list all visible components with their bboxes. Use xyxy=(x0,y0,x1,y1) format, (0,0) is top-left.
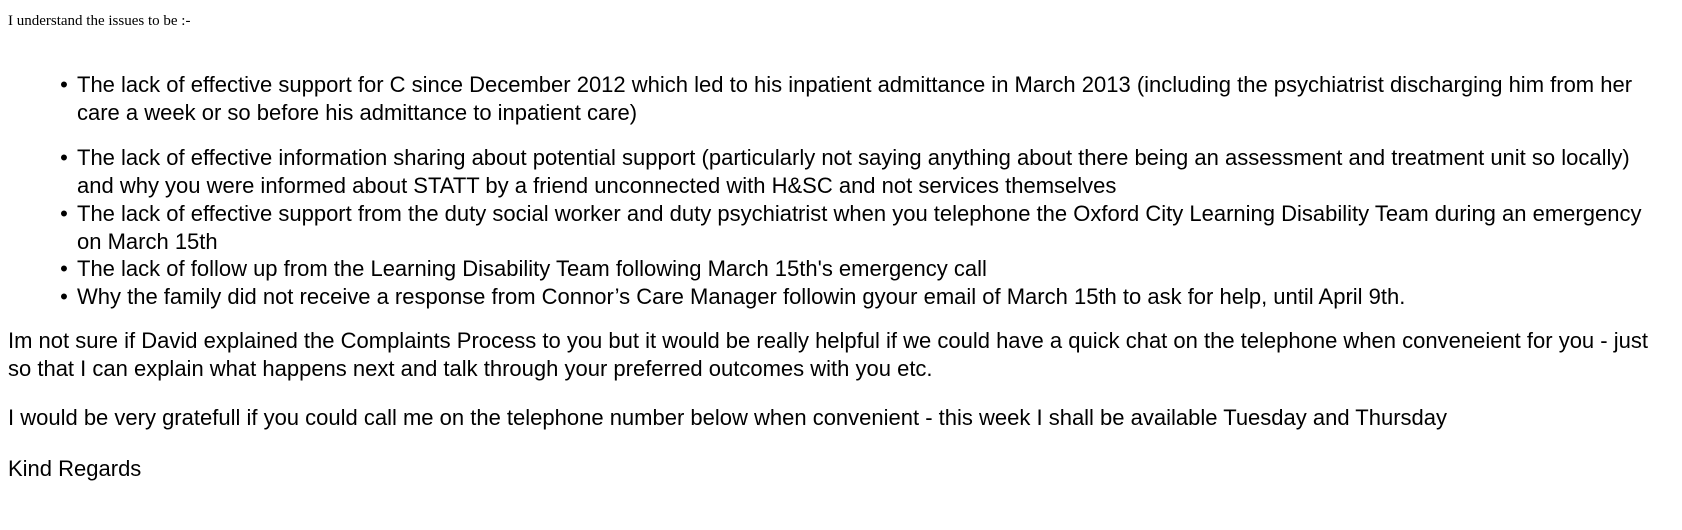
signoff: Kind Regards xyxy=(8,456,142,481)
issue-text: The lack of effective support from the duty social worker and duty psychiatrist when you telephone the Oxford City Learning Disability Team during an emergency on March 15th xyxy=(77,201,1642,254)
issue-text: The lack of follow up from the Learning Disability Team following March 15th's emergency call xyxy=(77,256,987,281)
issue-text: Why the family did not receive a response from Connor’s Care Manager followin gyour email of March 15th to ask for help, until April 9th. xyxy=(77,284,1406,309)
bullet-icon: • xyxy=(60,256,68,281)
call-request-paragraph: I would be very gratefull if you could call me on the telephone number below when convenient - this week I shall be available Tuesday and Thursday xyxy=(8,405,1448,430)
list-item xyxy=(8,144,1674,200)
complaints-paragraph: Im not sure if David explained the Complaints Process to you but it would be really helpful if we could have a quick chat on the telephone when conveneient for you - just so that I can explain what happens next and talk through your preferred outcomes with you etc. xyxy=(8,328,1648,381)
list-item xyxy=(8,255,1674,283)
bullet-icon: • xyxy=(60,201,68,226)
list-item xyxy=(8,71,1674,127)
issue-text: The lack of effective information sharing about potential support (particularly not saying anything about there being an assessment and treatment unit so locally) and why you were informed about STATT by a friend unconnected with H&SC and not services themselves xyxy=(77,145,1630,198)
bullet-icon: • xyxy=(60,284,68,309)
list-item xyxy=(8,200,1674,256)
email-body xyxy=(8,12,1674,481)
issue-text: The lack of effective support for C since December 2012 which led to his inpatient admittance in March 2013 (including the psychiatrist discharging him from her care a week or so before his admittance to inpatient care) xyxy=(77,72,1633,125)
list-item xyxy=(8,283,1674,311)
bullet-icon: • xyxy=(60,145,68,170)
intro-line: I understand the issues to be :- xyxy=(8,13,191,29)
bullet-icon: • xyxy=(60,72,68,97)
